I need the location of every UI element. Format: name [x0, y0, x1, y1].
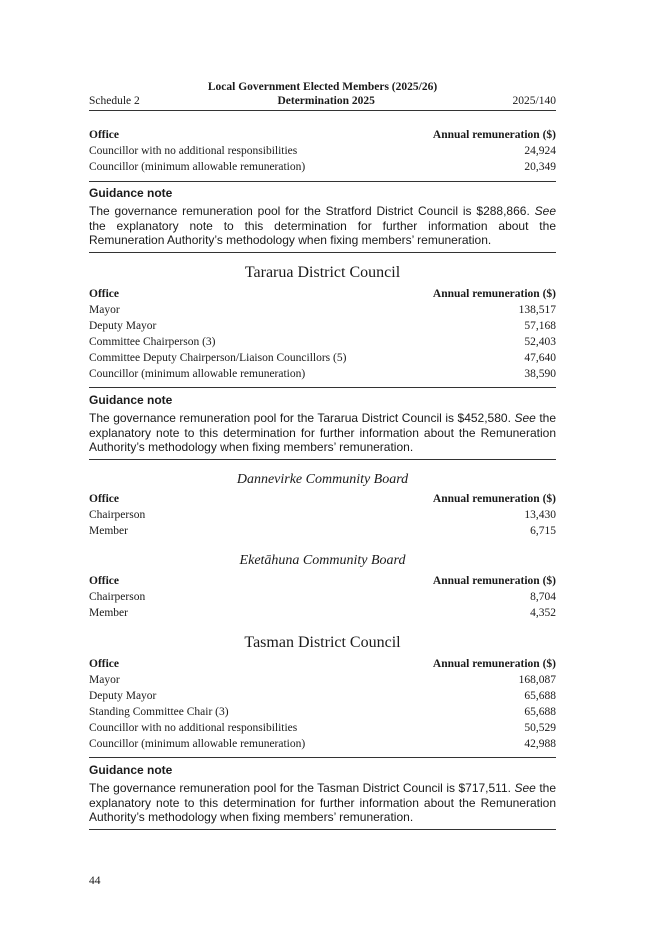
amount-cell: 168,087: [518, 674, 556, 686]
office-cell: Councillor (minimum allowable remuneration): [89, 161, 306, 173]
remuneration-column-header: Annual remuneration ($): [432, 658, 556, 670]
amount-cell: 57,168: [524, 320, 556, 332]
office-cell: Deputy Mayor: [89, 690, 157, 702]
table-row: [89, 704, 556, 720]
guidance-note-title: Guidance note: [89, 763, 173, 777]
eketahuna-table: [89, 573, 556, 621]
office-cell: Mayor: [89, 304, 120, 316]
page-number: 44: [89, 875, 101, 887]
dannevirke-table: [89, 491, 556, 539]
amount-cell: 24,924: [524, 145, 556, 157]
table-row: [89, 507, 556, 523]
amount-cell: 8,704: [530, 591, 556, 603]
amount-cell: 138,517: [518, 304, 556, 316]
guidance-note-text: The governance remuneration pool for the Stratford District Council is $288,866. See the explanatory note to this determination for further information about the Remuneration Authority’s methodology when fixing members’ remuneration.: [89, 204, 556, 247]
office-cell: Councillor with no additional responsibilities: [89, 722, 298, 734]
guidance-note-title: Guidance note: [89, 186, 173, 200]
table-row: [89, 688, 556, 704]
section-rule: [89, 829, 556, 830]
office-cell: Chairperson: [89, 591, 146, 603]
amount-cell: 52,403: [524, 336, 556, 348]
office-cell: Standing Committee Chair (3): [89, 706, 229, 718]
guidance-note-text: The governance remuneration pool for the Tararua District Council is $452,580. See the explanatory note to this determination for further information about the Remuneration Authority’s methodology when fixing members’ remuneration.: [89, 411, 557, 454]
amount-cell: 20,349: [524, 161, 556, 173]
office-column-header: Office: [89, 658, 120, 670]
guidance-note-stratford: [89, 186, 556, 248]
section-rule: [89, 252, 556, 253]
table-row: [89, 523, 556, 539]
table-row: [89, 334, 556, 350]
table-row: [89, 143, 556, 159]
table-header-row: [89, 491, 556, 507]
office-column-header: Office: [89, 575, 120, 587]
amount-cell: 47,640: [524, 352, 556, 364]
remuneration-column-header: Annual remuneration ($): [432, 493, 556, 505]
table-row: [89, 605, 556, 621]
council-heading-tararua: Tararua District Council: [244, 264, 401, 281]
amount-cell: 50,529: [524, 722, 556, 734]
stratford-table: [89, 127, 556, 175]
office-cell: Councillor (minimum allowable remuneration): [89, 368, 306, 380]
table-row: [89, 366, 556, 382]
table-row: [89, 302, 556, 318]
guidance-note-title: Guidance note: [89, 393, 173, 407]
determination-label: Determination 2025: [277, 95, 375, 107]
remuneration-column-header: Annual remuneration ($): [432, 129, 556, 141]
table-header-row: [89, 573, 556, 589]
amount-cell: 65,688: [524, 690, 556, 702]
table-row: [89, 350, 556, 366]
section-rule: [89, 387, 556, 388]
section-rule: [89, 459, 556, 460]
guidance-note-text: The governance remuneration pool for the Tasman District Council is $717,511. See the explanatory note to this determination for further information about the Remuneration Authority’s methodology when fixing members’ remuneration.: [89, 781, 556, 824]
table-row: [89, 672, 556, 688]
office-column-header: Office: [89, 129, 120, 141]
amount-cell: 42,988: [524, 738, 556, 750]
header-rule: [89, 110, 556, 111]
remuneration-column-header: Annual remuneration ($): [432, 288, 556, 300]
office-cell: Chairperson: [89, 509, 146, 521]
office-cell: Mayor: [89, 674, 120, 686]
section-rule: [89, 181, 556, 182]
office-cell: Committee Deputy Chairperson/Liaison Councillors (5): [89, 352, 347, 364]
table-row: [89, 318, 556, 334]
amount-cell: 13,430: [524, 509, 556, 521]
office-cell: Councillor (minimum allowable remuneration): [89, 738, 306, 750]
table-row: [89, 589, 556, 605]
council-heading-tasman: Tasman District Council: [244, 634, 401, 651]
document-number: 2025/140: [512, 95, 556, 107]
office-cell: Councillor with no additional responsibilities: [89, 145, 298, 157]
board-heading-dannevirke: Dannevirke Community Board: [236, 472, 409, 487]
office-cell: Member: [89, 607, 128, 619]
table-row: [89, 720, 556, 736]
office-cell: Deputy Mayor: [89, 320, 157, 332]
table-row: [89, 159, 556, 175]
running-header-title: Local Government Elected Members (2025/26): [207, 81, 438, 93]
amount-cell: 65,688: [524, 706, 556, 718]
amount-cell: 38,590: [524, 368, 556, 380]
table-header-row: [89, 127, 556, 143]
tararua-table: [89, 286, 556, 382]
office-cell: Committee Chairperson (3): [89, 336, 216, 348]
amount-cell: 4,352: [530, 607, 556, 619]
schedule-label: Schedule 2: [89, 95, 140, 107]
guidance-note-tararua: [89, 393, 556, 455]
tasman-table: [89, 656, 556, 752]
office-column-header: Office: [89, 288, 120, 300]
table-header-row: [89, 656, 556, 672]
office-cell: Member: [89, 525, 128, 537]
guidance-note-tasman: [89, 763, 556, 825]
section-rule: [89, 757, 556, 758]
remuneration-column-header: Annual remuneration ($): [432, 575, 556, 587]
amount-cell: 6,715: [530, 525, 556, 537]
table-row: [89, 736, 556, 752]
board-heading-eketahuna: Eketāhuna Community Board: [239, 553, 406, 568]
office-column-header: Office: [89, 493, 120, 505]
running-header: [89, 95, 556, 107]
table-header-row: [89, 286, 556, 302]
